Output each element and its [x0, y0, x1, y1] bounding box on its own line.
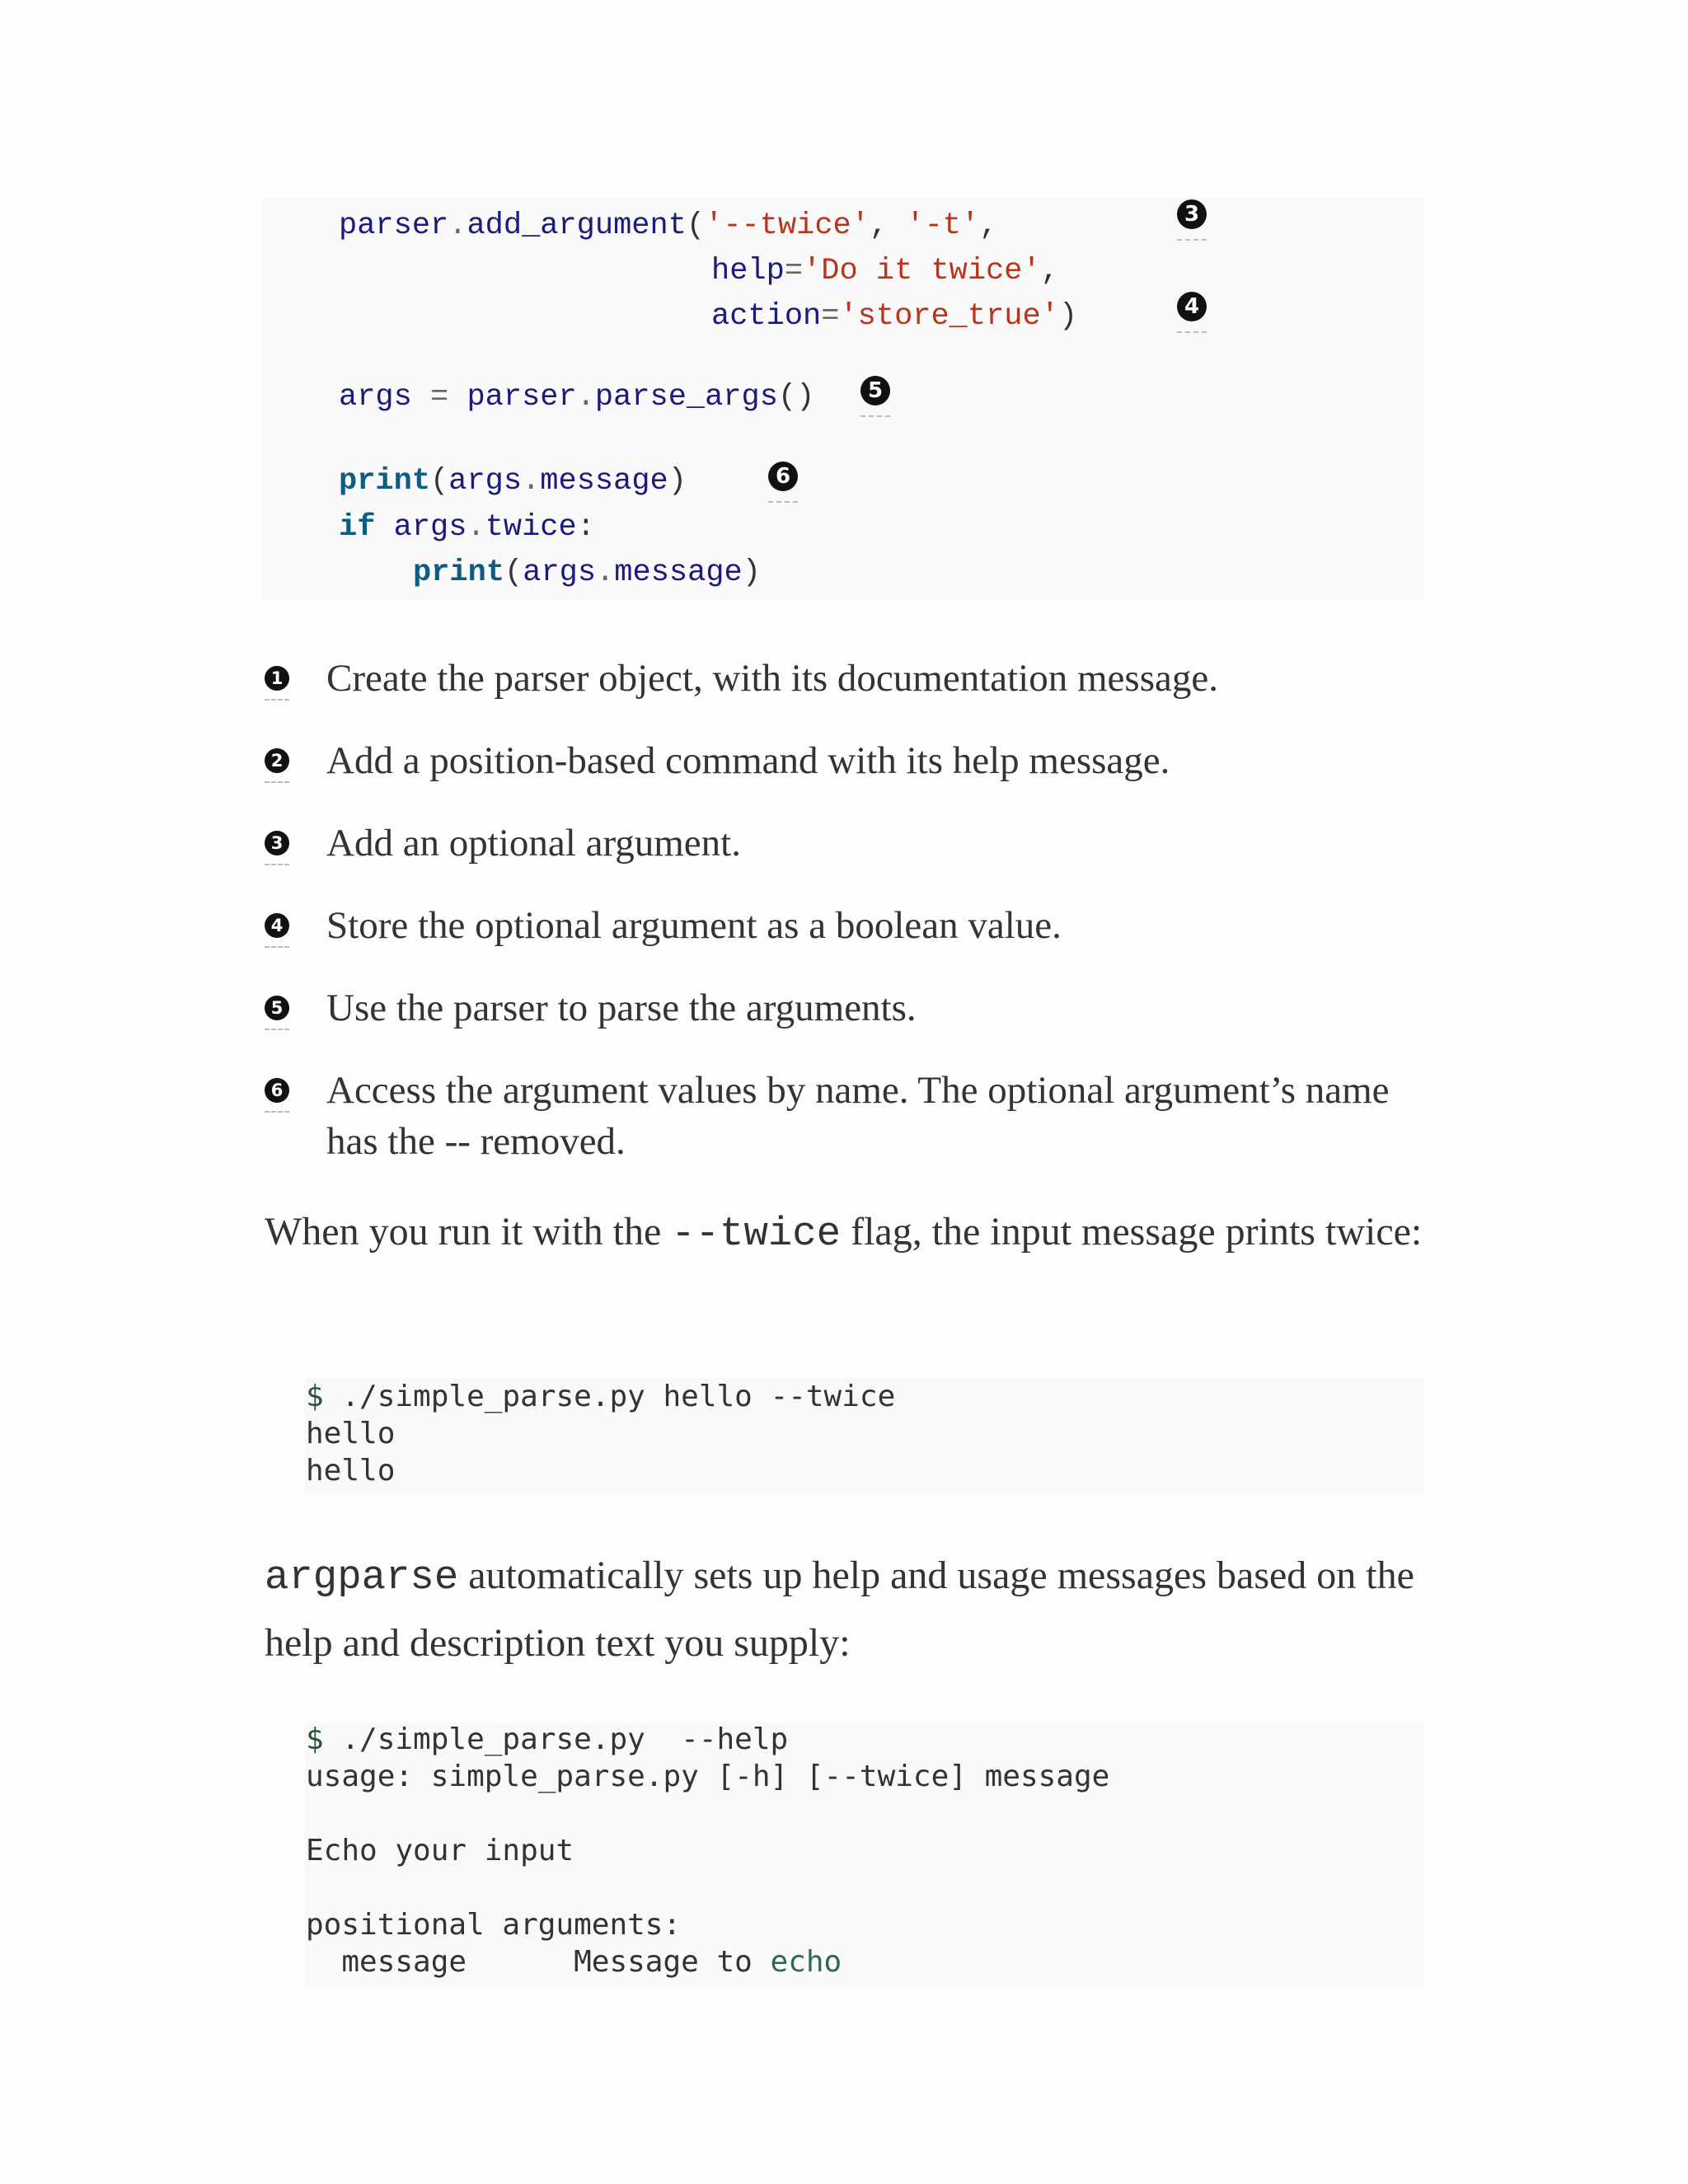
code-token: 'store_true'	[839, 299, 1059, 334]
code-token: .	[522, 464, 541, 499]
code-token: message	[540, 464, 668, 499]
code-token: add_argument	[467, 209, 687, 243]
callout-text: Access the argument values by name. The optional argument’s name has the -- removed.	[326, 1069, 1390, 1163]
callout-number-1-icon[interactable]: 1	[265, 666, 289, 691]
code-line-4	[339, 374, 814, 420]
code-token: 'Do it twice'	[803, 254, 1041, 288]
code-token: parser	[339, 209, 449, 243]
callout-marker-6-icon[interactable]: 6	[768, 462, 798, 491]
code-token: )	[742, 555, 761, 590]
callout-marker-3-icon[interactable]: 3	[1177, 199, 1207, 229]
code-token: :	[576, 510, 595, 545]
code-token: twice	[485, 510, 577, 545]
terminal-line-command	[306, 1378, 895, 1415]
code-token: =	[411, 380, 467, 415]
code-token: args	[393, 510, 467, 545]
prompt-symbol: $	[306, 1722, 324, 1756]
code-line-6	[339, 504, 595, 551]
code-token	[375, 510, 393, 545]
code-token: parse_args	[594, 380, 778, 415]
code-token: .	[576, 380, 595, 415]
paragraph-text: automatically sets up help and usage messages based on the help and description text you supply:	[265, 1554, 1414, 1665]
callout-number-5-icon[interactable]: 5	[265, 996, 289, 1020]
prompt-symbol: $	[306, 1380, 324, 1413]
callout-number-6-icon[interactable]: 6	[265, 1078, 289, 1103]
terminal-line-argument	[306, 1943, 842, 1980]
paragraph-text: flag, the input message prints twice:	[841, 1210, 1423, 1254]
code-line-1	[339, 203, 997, 249]
argument-text-highlight: echo	[770, 1945, 842, 1979]
callout-text: Add a position-based command with its help message.	[326, 739, 1170, 782]
code-token: .	[467, 510, 485, 545]
terminal-line-command	[306, 1721, 788, 1758]
code-token: '-t'	[906, 209, 980, 243]
code-token: =	[821, 299, 840, 334]
argument-text: message Message to	[306, 1945, 771, 1979]
code-token: ,	[979, 209, 998, 243]
callout-number-2-icon[interactable]: 2	[265, 748, 289, 773]
code-token: parser	[467, 380, 577, 415]
code-token: print	[339, 464, 431, 499]
code-token: ,	[1040, 254, 1059, 288]
code-token: (	[504, 555, 523, 590]
code-token: '--twice'	[705, 209, 870, 243]
code-token: args	[448, 464, 523, 499]
inline-code: --twice	[671, 1211, 842, 1257]
code-token: args	[339, 380, 412, 415]
callout-number-4-icon[interactable]: 4	[265, 913, 289, 938]
code-token: print	[413, 555, 505, 590]
code-token: action	[711, 299, 822, 334]
callout-marker-5-icon[interactable]: 5	[860, 376, 890, 405]
terminal-line-description: Echo your input	[306, 1834, 574, 1868]
code-token: ()	[777, 380, 815, 415]
code-token: )	[668, 464, 687, 499]
terminal-line-output: hello	[306, 1417, 396, 1451]
code-token: .	[448, 209, 467, 243]
code-token: =	[784, 254, 804, 288]
body-paragraph-argparse	[265, 1543, 1435, 1676]
callout-marker-4-icon[interactable]: 4	[1177, 292, 1207, 321]
code-token: .	[596, 555, 615, 590]
code-token: (	[686, 209, 706, 243]
code-line-3	[711, 293, 1077, 340]
code-token: args	[523, 555, 597, 590]
callout-text: Store the optional argument as a boolean value.	[326, 904, 1062, 947]
terminal-command: ./simple_parse.py hello --twice	[323, 1380, 896, 1413]
terminal-line-usage: usage: simple_parse.py [-h] [--twice] message	[306, 1760, 1110, 1793]
code-block-python	[262, 198, 1424, 600]
paragraph-text: When you run it with the	[265, 1210, 672, 1254]
code-token: if	[339, 510, 376, 545]
code-line-5	[339, 458, 687, 504]
terminal-command: ./simple_parse.py --help	[323, 1722, 789, 1756]
code-token: help	[711, 254, 785, 288]
callout-number-3-icon[interactable]: 3	[265, 831, 289, 855]
code-token: (	[430, 464, 449, 499]
terminal-line-heading: positional arguments:	[306, 1908, 682, 1942]
callout-text: Add an optional argument.	[326, 822, 741, 865]
body-paragraph-run-twice	[265, 1199, 1435, 1267]
code-line-2	[711, 248, 1059, 294]
inline-code: argparse	[265, 1554, 459, 1601]
code-token: ,	[869, 209, 907, 243]
code-token: )	[1058, 299, 1078, 334]
callout-text: Create the parser object, with its documentation message.	[326, 657, 1218, 700]
code-token: message	[614, 555, 743, 590]
callout-text: Use the parser to parse the arguments.	[326, 987, 917, 1029]
terminal-line-output: hello	[306, 1454, 396, 1488]
code-line-7	[413, 550, 761, 596]
